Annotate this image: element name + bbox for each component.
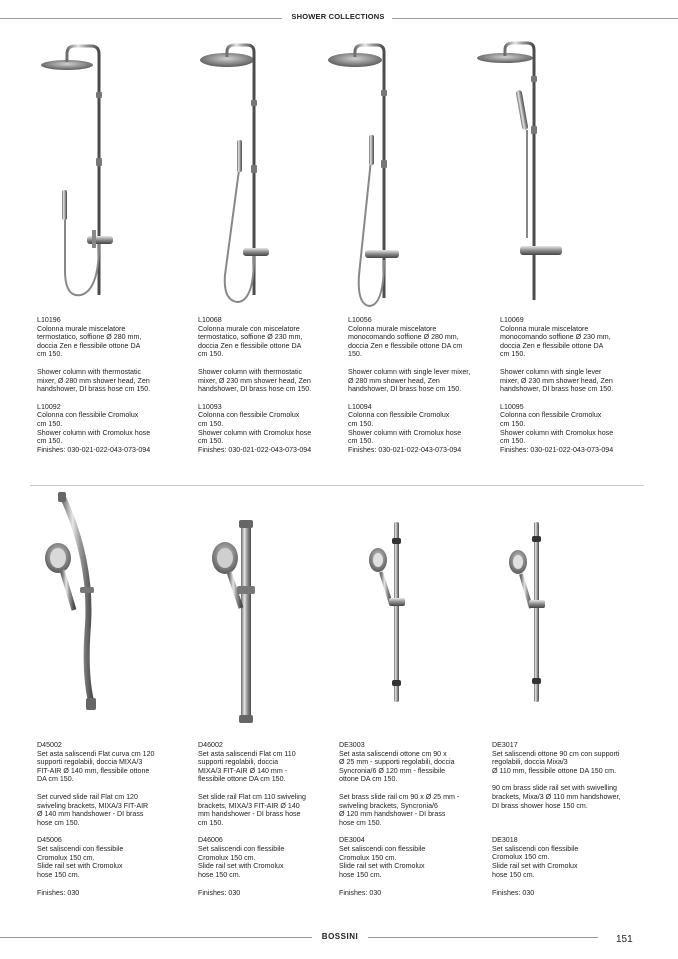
product-block bbox=[37, 741, 187, 898]
alt-description: Shower column with Cromolux hose bbox=[348, 428, 462, 437]
alt-description: Colonna con flessibile Cromolux bbox=[37, 411, 139, 420]
finishes-label: Finishes: bbox=[37, 445, 66, 454]
slide-rail-set-illustration bbox=[505, 520, 565, 710]
alt-description: cm 150. bbox=[348, 419, 374, 428]
description-en: Shower column with thermostatic bbox=[198, 367, 303, 376]
finishes-codes: 030-021-022-043-073-094 bbox=[530, 445, 614, 454]
alt-description: Set saliscendi con flessibile bbox=[339, 844, 426, 853]
description-it: 150. bbox=[348, 350, 362, 359]
product-block bbox=[198, 741, 333, 898]
alt-description: Slide rail set with Cromolux bbox=[339, 862, 425, 871]
alt-product-code: L10093 bbox=[198, 402, 222, 411]
description-it: Colonna murale con miscelatore bbox=[198, 324, 300, 333]
alt-description: cm 150. bbox=[37, 419, 63, 428]
alt-description: hose 150 cm. bbox=[198, 870, 241, 879]
alt-description: cm 150. bbox=[500, 437, 526, 446]
description-it: doccia Zen e flessibile ottone DA cm bbox=[348, 341, 463, 350]
alt-description: Slide rail set with Cromolux bbox=[492, 861, 578, 870]
section-title: SHOWER COLLECTIONS bbox=[291, 12, 385, 21]
section-divider bbox=[30, 485, 644, 486]
description-it: Colonna murale miscelatore bbox=[500, 324, 589, 333]
description-en: mm handshower - DI brass hose bbox=[198, 810, 301, 819]
product-block bbox=[348, 316, 498, 454]
description-en: cm 150. bbox=[198, 818, 224, 827]
product-block bbox=[492, 741, 647, 898]
product-code: L10069 bbox=[500, 316, 524, 324]
description-it: termostatico, soffione Ø 230 mm, bbox=[198, 333, 303, 342]
description-it: regolabili, doccia Mixa/3 bbox=[492, 758, 568, 767]
finishes bbox=[198, 446, 343, 455]
slide-rail-set-illustration bbox=[365, 520, 425, 710]
description-it: flessibile ottone DA cm 150. bbox=[198, 775, 286, 784]
product-block bbox=[198, 316, 343, 454]
product-block bbox=[339, 741, 484, 898]
finishes-label: Finishes: bbox=[348, 445, 377, 454]
alt-product-code: D45006 bbox=[37, 836, 62, 845]
finishes bbox=[198, 889, 333, 898]
description-it: supporti regolabili, doccia MIXA/3 bbox=[37, 758, 143, 767]
slide-rail-set-illustration bbox=[205, 520, 275, 730]
alt-description: Cromolux 150 cm. bbox=[198, 853, 256, 862]
finishes-label: Finishes: bbox=[500, 445, 529, 454]
header-rule-right bbox=[392, 18, 678, 19]
finishes-codes: 030 bbox=[369, 889, 382, 898]
description-en: Set curved slide rail Flat cm 120 bbox=[37, 792, 138, 801]
slide-rail-set-illustration bbox=[40, 490, 110, 730]
alt-description: Colonna con flessibile Cromolux bbox=[348, 411, 450, 420]
header-rule-left bbox=[0, 18, 282, 19]
alt-description: Cromolux 150 cm. bbox=[492, 853, 550, 862]
page-number: 151 bbox=[616, 934, 633, 945]
finishes-label: Finishes: bbox=[339, 889, 368, 898]
finishes-codes: 030 bbox=[67, 889, 80, 898]
description-en: mixer, Ø 230 mm shower head, Zen bbox=[198, 376, 311, 385]
description-en: swiveling brackets, MIXA/3 FIT-AIR bbox=[37, 801, 149, 810]
description-en: handshower, DI brass hose cm 150. bbox=[37, 385, 151, 394]
alt-description: Set saliscendi con flessibile bbox=[37, 844, 124, 853]
description-it: Syncronia/6 Ø 120 mm - flessibile bbox=[339, 766, 446, 775]
finishes-codes: 030 bbox=[522, 889, 535, 898]
description-it: monocomando soffione Ø 230 mm, bbox=[500, 333, 611, 342]
finishes-label: Finishes: bbox=[198, 889, 227, 898]
description-en: handshower, DI brass hose cm 150. bbox=[198, 385, 312, 394]
description-en: Set slide rail Flat cm 110 swiveling bbox=[198, 792, 306, 801]
description-it: Set asta saliscendi Flat curva cm 120 bbox=[37, 749, 155, 758]
product-code: L10196 bbox=[37, 316, 61, 324]
description-en: handshower, DI brass hose cm 150. bbox=[348, 385, 462, 394]
finishes-label: Finishes: bbox=[492, 889, 521, 898]
footer-rule-left bbox=[0, 937, 312, 938]
description-it: Set asta saliscendi ottone cm 90 x bbox=[339, 749, 447, 758]
description-en: brackets, Mixa/3 Ø 110 mm handshower, bbox=[492, 792, 621, 801]
product-code: D45002 bbox=[37, 741, 62, 749]
alt-description: Shower column with Cromolux hose bbox=[198, 428, 312, 437]
finishes-codes: 030-021-022-043-073-094 bbox=[228, 445, 312, 454]
alt-description: cm 150. bbox=[198, 437, 224, 446]
alt-description: hose 150 cm. bbox=[492, 870, 535, 879]
description-en: Shower column with thermostatic bbox=[37, 367, 142, 376]
alt-product-code: L10094 bbox=[348, 402, 372, 411]
alt-description: Slide rail set with Cromolux bbox=[198, 862, 284, 871]
description-it: monocomando soffione Ø 280 mm, bbox=[348, 333, 459, 342]
brand-logo: BOSSINI bbox=[321, 932, 359, 941]
description-it: MIXA/3 FIT-AIR Ø 140 mm - bbox=[198, 766, 288, 775]
description-en: mixer, Ø 230 mm shower head, Zen bbox=[500, 376, 613, 385]
description-en: Ø 280 mm shower head, Zen bbox=[348, 376, 440, 385]
alt-description: hose 150 cm. bbox=[37, 870, 80, 879]
product-block bbox=[37, 316, 187, 454]
finishes bbox=[37, 889, 187, 898]
description-it: cm 150. bbox=[198, 350, 224, 359]
description-en: Set brass slide rail cm 90 x Ø 25 mm - bbox=[339, 792, 460, 801]
description-en: brackets, MIXA/3 FIT-AIR Ø 140 bbox=[198, 801, 300, 810]
alt-description: hose 150 cm. bbox=[339, 870, 382, 879]
description-it: FIT-AIR Ø 140 mm, flessibile ottone bbox=[37, 766, 150, 775]
description-en: handshower, DI brass hose cm 150. bbox=[500, 385, 614, 394]
description-en: DI brass shower hose 150 cm. bbox=[492, 801, 588, 810]
description-it: cm 150. bbox=[37, 350, 63, 359]
product-code: DE3017 bbox=[492, 741, 518, 749]
description-en: 90 cm brass slide rail set with swivelling bbox=[492, 784, 617, 793]
description-it: doccia Zen e flessibile ottone DA bbox=[198, 341, 302, 350]
description-en: hose cm 150. bbox=[339, 818, 382, 827]
alt-product-code: DE3004 bbox=[339, 836, 365, 845]
description-it: Set asta saliscendi Flat cm 110 bbox=[198, 749, 296, 758]
footer-rule-right bbox=[368, 937, 598, 938]
finishes bbox=[37, 446, 187, 455]
finishes-codes: 030 bbox=[228, 889, 241, 898]
alt-description: Cromolux 150 cm. bbox=[37, 853, 95, 862]
alt-description: Cromolux 150 cm. bbox=[339, 853, 397, 862]
description-it: supporti regolabili, doccia bbox=[198, 758, 279, 767]
alt-description: cm 150. bbox=[348, 437, 374, 446]
alt-product-code: DE3018 bbox=[492, 836, 518, 845]
shower-column-illustration bbox=[35, 40, 125, 310]
description-en: swiveling brackets, Syncronia/6 bbox=[339, 801, 438, 810]
alt-description: cm 150. bbox=[198, 419, 224, 428]
description-it: termostatico, soffione Ø 280 mm, bbox=[37, 333, 142, 342]
description-it: Set saliscendi ottone 90 cm con supporti bbox=[492, 749, 620, 758]
description-en: Ø 140 mm handshower - DI brass bbox=[37, 810, 144, 819]
description-it: DA cm 150. bbox=[37, 775, 74, 784]
shower-column-illustration bbox=[325, 40, 415, 310]
alt-description: Colonna con flessibile Cromolux bbox=[198, 411, 300, 420]
alt-description: cm 150. bbox=[37, 437, 63, 446]
finishes-label: Finishes: bbox=[198, 445, 227, 454]
description-it: doccia Zen e flessibile ottone DA bbox=[37, 341, 141, 350]
description-it: ottone DA cm 150. bbox=[339, 775, 398, 784]
alt-description: Shower column with Cromolux hose bbox=[37, 428, 151, 437]
finishes-codes: 030-021-022-043-073-094 bbox=[67, 445, 151, 454]
description-en: hose cm 150. bbox=[37, 818, 80, 827]
alt-description: Slide rail set with Cromolux bbox=[37, 862, 123, 871]
product-code: L10068 bbox=[198, 316, 222, 324]
finishes bbox=[492, 889, 647, 898]
description-it: cm 150. bbox=[500, 350, 526, 359]
alt-product-code: L10095 bbox=[500, 402, 524, 411]
product-block bbox=[500, 316, 650, 454]
finishes-label: Finishes: bbox=[37, 889, 66, 898]
description-en: Shower column with single lever bbox=[500, 367, 602, 376]
alt-description: Colonna con flessibile Cromolux bbox=[500, 411, 602, 420]
description-it: doccia Zen e flessibile ottone DA bbox=[500, 341, 604, 350]
finishes bbox=[348, 446, 498, 455]
alt-description: cm 150. bbox=[500, 419, 526, 428]
finishes bbox=[500, 446, 650, 455]
description-it: Colonna murale miscelatore bbox=[348, 324, 437, 333]
product-code: L10056 bbox=[348, 316, 372, 324]
product-code: DE3003 bbox=[339, 741, 365, 749]
finishes bbox=[339, 889, 484, 898]
description-en: Ø 120 mm handshower - DI brass bbox=[339, 810, 446, 819]
description-en: mixer, Ø 280 mm shower head, Zen bbox=[37, 376, 150, 385]
shower-column-illustration bbox=[195, 40, 285, 310]
finishes-codes: 030-021-022-043-073-094 bbox=[378, 445, 462, 454]
description-it: Colonna murale miscelatore bbox=[37, 324, 126, 333]
shower-column-illustration bbox=[475, 38, 575, 310]
alt-description: Set saliscendi con flessibile bbox=[492, 844, 579, 853]
description-it: Ø 25 mm - supporti regolabili, doccia bbox=[339, 758, 455, 767]
alt-description: Set saliscendi con flessibile bbox=[198, 844, 285, 853]
alt-product-code: D46006 bbox=[198, 836, 223, 845]
alt-product-code: L10092 bbox=[37, 402, 61, 411]
product-code: D46002 bbox=[198, 741, 223, 749]
description-en: Shower column with single lever mixer, bbox=[348, 367, 471, 376]
description-it: Ø 110 mm, flessibile ottone DA 150 cm. bbox=[492, 766, 617, 775]
alt-description: Shower column with Cromolux hose bbox=[500, 428, 614, 437]
